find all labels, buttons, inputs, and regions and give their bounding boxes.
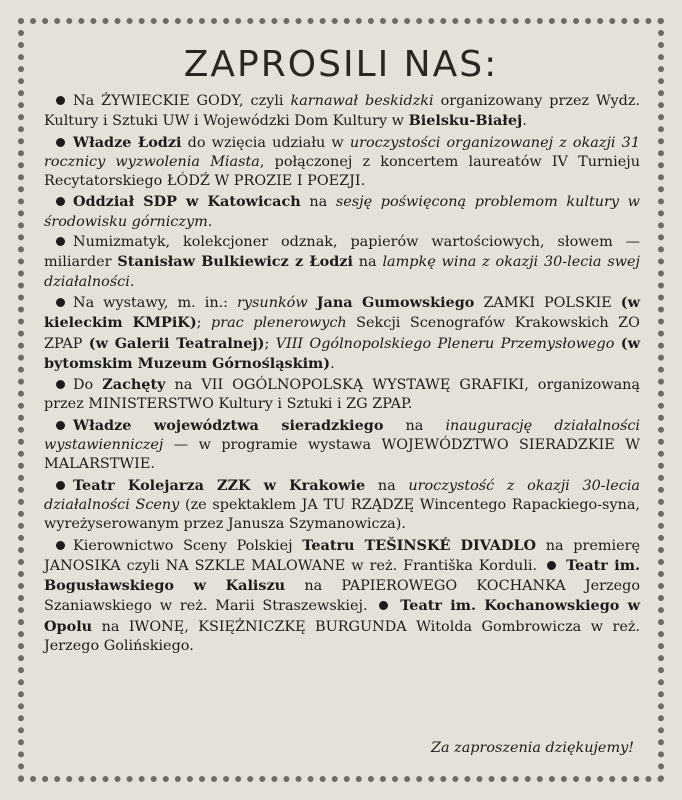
text-segment: (ze spektaklem JA TU RZĄDZĘ Wincentego Rapackiego-syna, wyreżyserowanym przez Janusza Szymanowicza). [44,496,640,533]
announcement-paragraph [44,476,640,535]
text-segment: uroczystości organizowanej z okazji 31 rocznicy wyzwolenia Miasta [44,134,640,170]
text-segment: rysunków [237,294,308,311]
bullet-icon [56,541,65,550]
text-segment: Stanisław Bulkiewicz z Łodzi [117,253,353,271]
text-segment [308,295,317,311]
bullet-icon [547,561,556,570]
bullet-icon [379,601,388,610]
bullet-icon [56,421,65,430]
bullet-icon [56,237,65,246]
bullet-icon [56,380,65,389]
text-segment: Sekcji Scenografów Krakowskich ZO ZPAP [44,315,640,352]
text-segment: na [352,254,383,271]
page-title: ZAPROSILI NAS: [183,44,499,85]
text-segment: Teatr im. Bogusławskiego w Kaliszu [44,556,640,595]
text-segment: Teatr Kolejarza ZZK w Krakowie [73,476,366,494]
text-segment: prac plenerowych [210,315,347,332]
text-segment: Na wystawy, m. in.: [73,294,238,311]
text-segment: na [383,417,446,434]
text-segment: Teatr im. Kochanowskiego w Opolu [44,597,640,635]
bullet-icon [56,481,65,490]
bullet-icon [56,298,65,307]
text-segment: Na [73,93,102,109]
bullet-icon [56,96,65,105]
text-segment: Oddział SDP w Katowicach [73,193,301,211]
announcement-paragraph [44,536,640,657]
text-segment: . [207,213,213,230]
text-segment: inaugurację działalności wystawienniczej [44,417,641,454]
text-segment: Teatru TEŠINSKÉ DIVADLO [302,536,537,554]
text-segment: . [129,273,135,290]
announcement-paragraph [44,416,640,475]
text-segment: ; [264,335,276,352]
text-segment: , czyli [239,93,291,109]
closing-line: Za zaproszenia dziękujemy! [430,740,634,756]
text-segment: organizowany przez Wydz. Kultury i Sztuki UW i Wojewódzki Dom Kultury w [44,93,640,130]
text-segment: sesję poświęconą problemom kultury w środowisku górniczym [44,194,641,230]
text-segment: ZAMKI POLSKIE [474,294,621,311]
bullet-icon [56,138,65,147]
text-segment: na [300,194,336,211]
announcement-paragraph [44,233,640,292]
text-segment: . [330,355,335,372]
text-segment: lampkę wina z okazji 30-lecia swej działalności [44,254,641,290]
text-segment: Numizmatyk, kolekcjoner odznak, papierów wartościowych, słowem — miliarder [44,234,640,271]
text-segment: na [365,477,409,494]
announcement-paragraph [44,293,640,374]
bullet-icon [56,197,65,206]
text-segment: na premierę JANOSIKA czyli NA SZKLE MALOWANE w reż. Františka Korduli. [44,537,640,574]
text-segment: , połączonej z koncertem laureatów IV Turnieju Recytatorskiego ŁÓDŹ W PROZIE I POEZJI. [44,153,641,190]
text-segment: do wzięcia udziału w [181,134,350,151]
text-segment: Do [73,377,103,394]
announcement-paragraph [44,192,640,232]
text-segment: (w bytomskim Muzeum Górnośląskim) [44,334,640,372]
text-segment: karnawał beskidzki [290,93,434,109]
text-segment: . [522,113,527,130]
text-segment: Bielsku-Białej [408,112,523,130]
text-segment: Władze Łodzi [73,133,182,151]
text-segment: na VII OGÓLNOPOLSKĄ WYSTAWĘ GRAFIKI, organizowaną przez MINISTERSTWO Kultury i Sztuki i ZG ZPAP. [44,377,640,413]
text-segment: Jana Gumowskiego [316,293,475,311]
announcement-paragraph [44,133,640,192]
announcement-paragraph [44,375,640,415]
text-segment: Kierownictwo Sceny Polskiej [73,537,303,554]
announcement-paragraph [44,92,640,132]
article-body [44,92,640,657]
text-segment: na IWONĘ, KSIĘŻNICZKĘ BURGUNDA Witolda Gombrowicza w reż. Jerzego Golińskiego. [44,618,640,655]
text-segment: ŻYWIECKIE GODY [101,93,240,109]
text-segment: VIII Ogólnopolskiego Pleneru Przemysłowego [275,335,615,352]
text-segment: na PAPIEROWEGO KOCHANKA Jerzego Szaniawskiego w reż. Marii Straszewskiej. [44,578,640,615]
text-segment: — w programie wystawa WOJEWÓDZTWO SIERADZKIE W MALARSTWIE. [44,437,640,473]
text-segment: ; [196,315,211,332]
text-segment: Władze województwa sieradzkiego [73,416,384,434]
text-segment: uroczystość z okazji 30-lecia działalności Sceny [44,477,641,513]
text-segment: (w Galerii Teatralnej) [88,334,265,352]
text-segment: (w kieleckim KMPiK) [44,293,640,332]
text-segment: Zachęty [102,376,166,394]
